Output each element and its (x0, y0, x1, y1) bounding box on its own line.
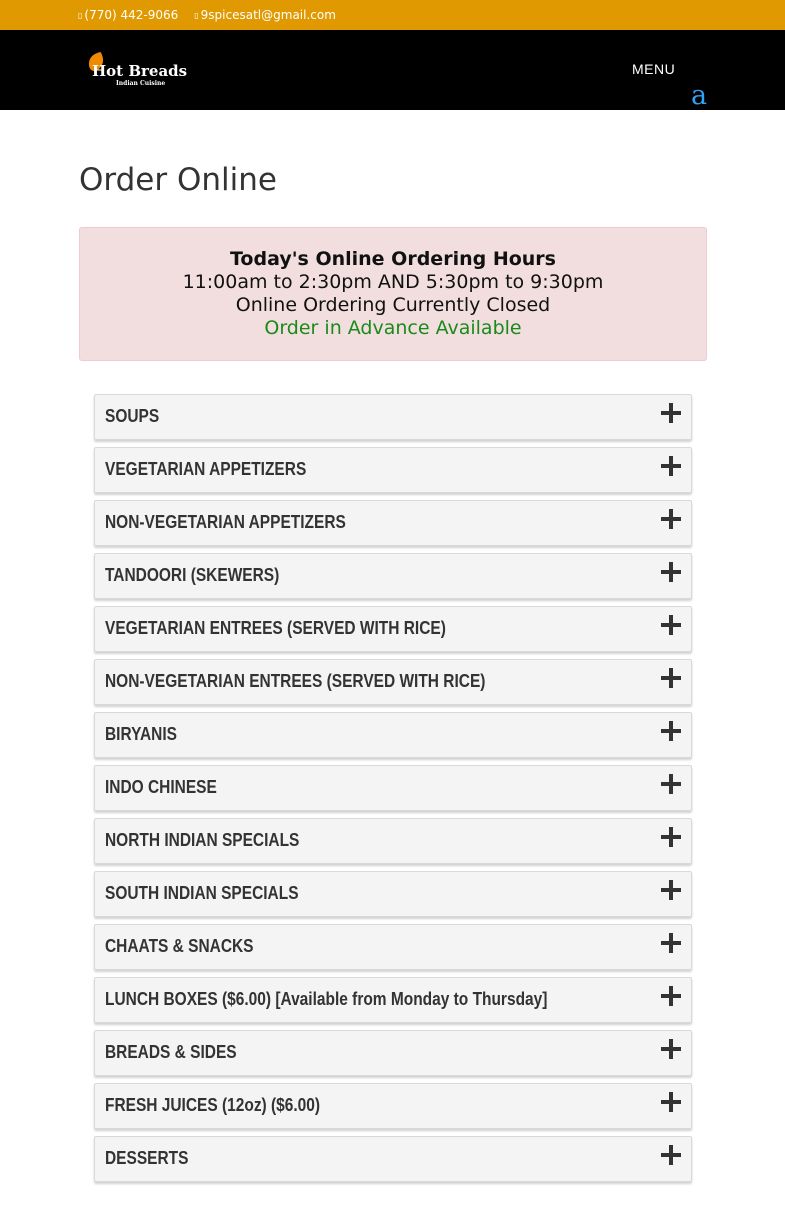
category-toggle[interactable] (94, 500, 692, 546)
plus-icon[interactable] (661, 986, 681, 1006)
logo-tagline: Indian Cuisine (116, 80, 166, 87)
email-icon: ▯ (194, 10, 199, 20)
phone-contact[interactable] (78, 8, 178, 22)
ordering-status: Online Ordering Currently Closed (235, 294, 551, 316)
logo-text: Hot Breads (92, 62, 188, 80)
advance-order-notice: Order in Advance Available (264, 317, 522, 339)
plus-icon[interactable] (661, 1039, 681, 1059)
category-toggle[interactable] (94, 1136, 692, 1182)
category-toggle[interactable] (94, 394, 692, 440)
category-title: SOUTH INDIAN SPECIALS (105, 883, 299, 903)
plus-icon[interactable] (661, 562, 681, 582)
ordering-hours-notice (79, 227, 707, 361)
category-toggle[interactable] (94, 818, 692, 864)
category-toggle[interactable] (94, 924, 692, 970)
category-title: LUNCH BOXES ($6.00) [Available from Monday to Thursday] (105, 989, 548, 1009)
plus-icon[interactable] (661, 774, 681, 794)
category-title: VEGETARIAN APPETIZERS (105, 459, 307, 479)
phone-number[interactable]: (770) 442-9066 (84, 8, 179, 22)
category-toggle[interactable] (94, 659, 692, 705)
category-title: NON-VEGETARIAN APPETIZERS (105, 512, 346, 532)
email-contact[interactable] (194, 8, 336, 22)
plus-icon[interactable] (661, 509, 681, 529)
hours-heading: Today's Online Ordering Hours (230, 248, 556, 270)
plus-icon[interactable] (661, 880, 681, 900)
plus-icon[interactable] (661, 721, 681, 741)
category-toggle[interactable] (94, 765, 692, 811)
plus-icon[interactable] (661, 615, 681, 635)
site-header (0, 30, 785, 110)
category-toggle[interactable] (94, 447, 692, 493)
category-title: DESSERTS (105, 1148, 189, 1168)
category-toggle[interactable] (94, 871, 692, 917)
plus-icon[interactable] (661, 827, 681, 847)
plus-icon[interactable] (661, 403, 681, 423)
search-icon[interactable]: a (691, 80, 708, 111)
category-title: CHAATS & SNACKS (105, 936, 254, 956)
category-title: TANDOORI (SKEWERS) (105, 565, 280, 585)
plus-icon[interactable] (661, 1145, 681, 1165)
category-toggle[interactable] (94, 977, 692, 1023)
menu-category-accordion (94, 394, 692, 1189)
category-toggle[interactable] (94, 553, 692, 599)
menu-button[interactable]: MENU (632, 61, 676, 77)
category-title: BIRYANIS (105, 724, 177, 744)
plus-icon[interactable] (661, 1092, 681, 1112)
category-title: FRESH JUICES (12oz) ($6.00) (105, 1095, 321, 1115)
email-address[interactable]: 9spicesatl@gmail.com (200, 8, 336, 22)
category-title: VEGETARIAN ENTREES (SERVED WITH RICE) (105, 618, 446, 638)
category-title: BREADS & SIDES (105, 1042, 237, 1062)
plus-icon[interactable] (661, 933, 681, 953)
page-title: Order Online (79, 162, 277, 198)
plus-icon[interactable] (661, 668, 681, 688)
category-toggle[interactable] (94, 1030, 692, 1076)
plus-icon[interactable] (661, 456, 681, 476)
category-title: INDO CHINESE (105, 777, 217, 797)
site-logo[interactable] (86, 52, 188, 90)
top-bar (0, 0, 785, 30)
category-toggle[interactable] (94, 606, 692, 652)
phone-icon: ▯ (78, 10, 83, 20)
hours-times: 11:00am to 2:30pm AND 5:30pm to 9:30pm (182, 271, 604, 293)
category-title: NORTH INDIAN SPECIALS (105, 830, 300, 850)
category-toggle[interactable] (94, 1083, 692, 1129)
category-title: NON-VEGETARIAN ENTREES (SERVED WITH RICE) (105, 671, 486, 691)
category-title: SOUPS (105, 406, 160, 426)
category-toggle[interactable] (94, 712, 692, 758)
